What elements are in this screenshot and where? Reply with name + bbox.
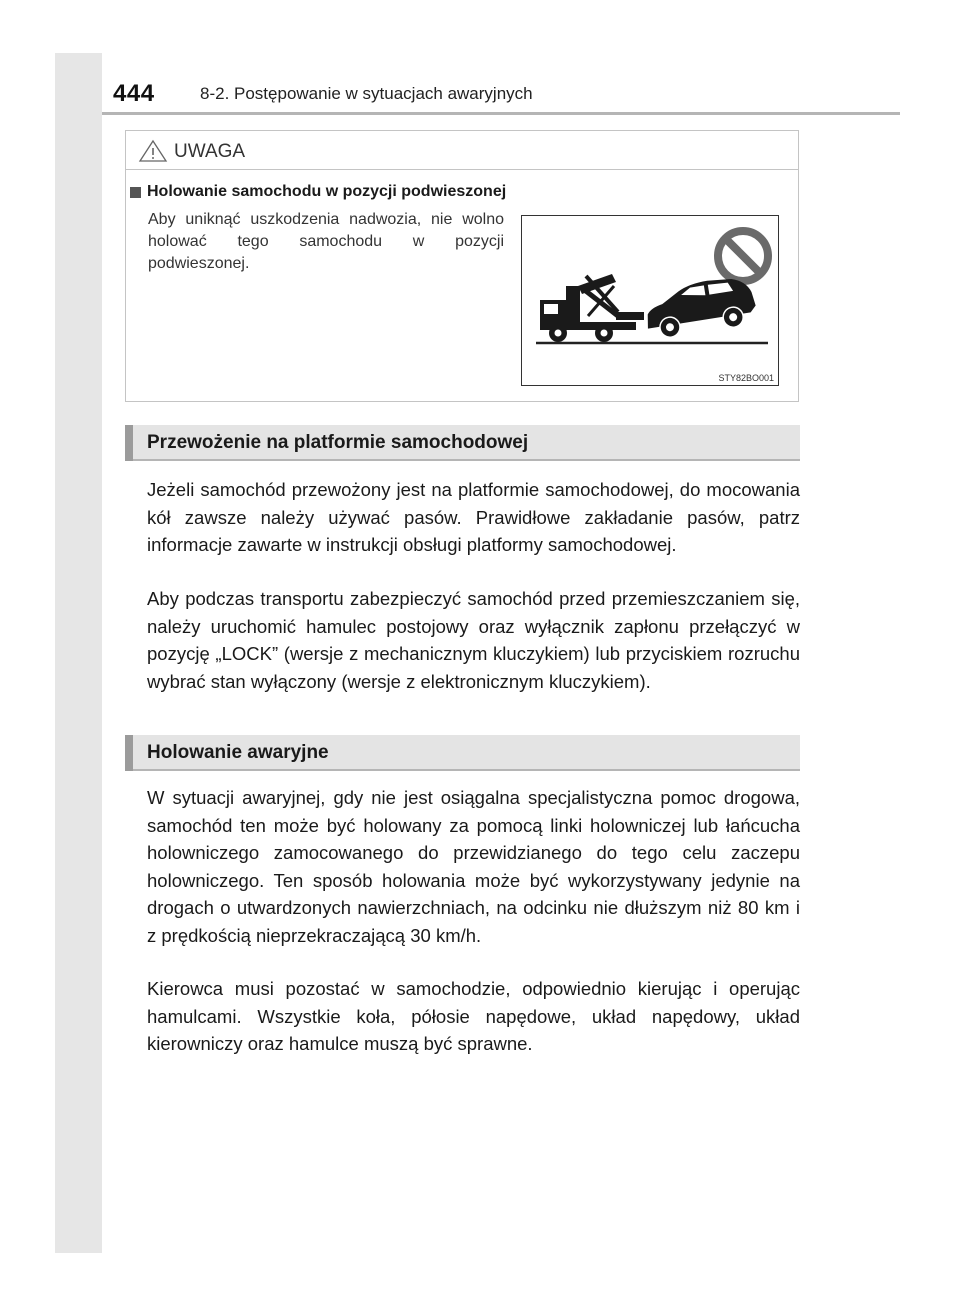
warning-title [130, 183, 506, 201]
paragraph: Aby podczas transportu zabezpieczyć samochód przed przemieszczaniem się, należy uruchomić hamulec postojowy oraz wyłącznik zapłonu przełączyć w pozycję „LOCK” (wersje z mechanicznym kluczykiem) lub przyciskiem rozruchu wybrać stan wyłączony (wersje z elektronicznym kluczykiem). [147, 588, 800, 692]
page-margin-band [55, 53, 102, 1253]
heading-accent [125, 735, 133, 771]
paragraph: Jeżeli samochód przewożony jest na platformie samochodowej, do mocowania kół zawsze należy używać pasów. Prawidłowe zakładanie pasów, patrz informacje zawarte w instrukcji obsługi platformy samochodowej. [147, 479, 800, 555]
warning-label: UWAGA [174, 141, 246, 162]
page-number: 444 [113, 80, 155, 107]
running-header: 8-2. Postępowanie w sytuacjach awaryjnych [200, 84, 533, 103]
section-heading-towing [125, 735, 800, 771]
warning-box [125, 130, 799, 402]
paragraph: Kierowca musi pozostać w samochodzie, odpowiednio kierując i operując hamulcami. Wszystkie koła, półosie napędowe, układ napędowy, układ kierowniczy oraz hamulce muszą być sprawne. [147, 978, 800, 1054]
bullet-square-icon [130, 187, 141, 198]
prohibition-icon [718, 231, 768, 281]
section-heading-text: Przewożenie na platformie samochodowej [147, 432, 529, 453]
tow-truck-illustration [521, 215, 779, 386]
warning-title-text: Holowanie samochodu w pozycji podwieszonej [147, 183, 507, 200]
tow-truck-icon [540, 274, 644, 342]
warning-triangle-icon [138, 139, 168, 163]
heading-accent [125, 425, 133, 461]
figure-code: STY82BO001 [718, 373, 774, 383]
section-heading-platform [125, 425, 800, 461]
towed-car-icon [642, 274, 758, 341]
warning-text: Aby uniknąć uszkodzenia nadwozia, nie wolno holować tego samochodu w pozycji podwieszonej. [148, 211, 504, 272]
tow-truck-drawing [522, 216, 778, 385]
section-heading-text: Holowanie awaryjne [147, 742, 329, 763]
paragraph: W sytuacji awaryjnej, gdy nie jest osiągalna specjalistyczna pomoc drogowa, samochód ten może być holowany za pomocą linki holowniczej lub łańcucha holowniczego zamocowanego do przewidzianego do tego celu zaczepu holowniczego. Ten sposób holowania może być wykorzystywany jedynie na drogach o utwardzonych nawierzchniach, na odcinku nie dłuższym niż 80 km i z prędkością nieprzekraczającą 30 km/h. [147, 787, 800, 946]
warning-header [126, 131, 798, 170]
header-divider [102, 112, 900, 115]
